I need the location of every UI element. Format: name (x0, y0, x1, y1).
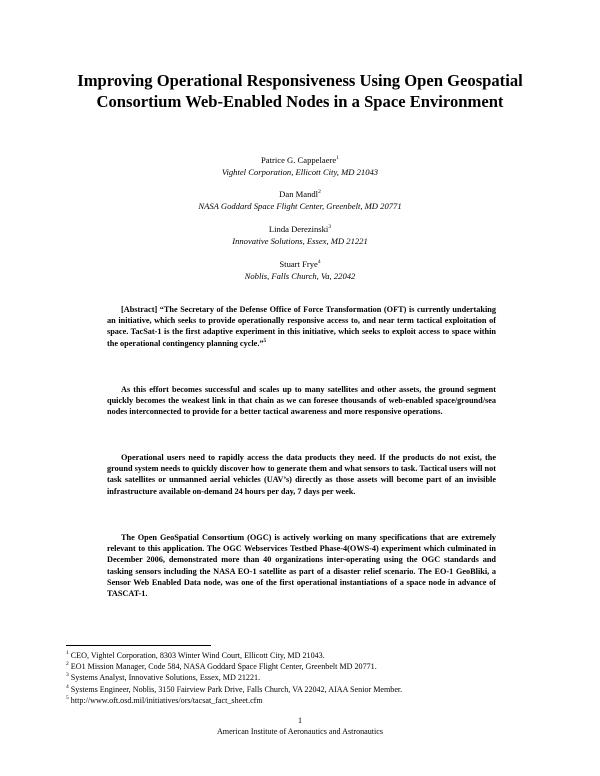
paper-title: Improving Operational Responsiveness Using Open Geospatial Consortium Web-Enabled Nodes in a Space Environment (77, 71, 523, 111)
abstract-text: [Abstract] “The Secretary of the Defense Office of Force Transformation (OFT) is currently undertaking an initiative, which seeks to provide operationally responsive access to, and near term tactical exploitation of space. TacSat-1 is the first adaptive experiment in this initiative, which seeks to exploit access to space within the operational contingency planning cycle.” (107, 305, 496, 348)
footnote-mark: 3 (66, 672, 69, 679)
author-block (60, 188, 540, 212)
abstract-footnote-mark: 5 (263, 337, 267, 344)
author-block (60, 223, 540, 247)
author-name: Dan Mandl (279, 189, 319, 199)
footnote-mark: 4 (66, 683, 69, 690)
footnote-text: Systems Analyst, Innovative Solutions, Essex, MD 21221. (70, 673, 261, 683)
footnote (66, 684, 536, 695)
author-name: Stuart Frye (279, 259, 318, 269)
author-footnote-mark: 3 (328, 224, 332, 230)
footnote-text: http://www.oft.osd.mil/initiatives/ors/tacsat_fact_sheet.cfm (70, 695, 263, 705)
author-name: Patrice G. Cappelaere (261, 155, 337, 165)
publisher-footer: American Institute of Aeronautics and Astronautics (216, 727, 384, 736)
footnote-text: CEO, Vightel Corporation, 8303 Winter Wind Court, Ellicott City, MD 21043. (70, 651, 325, 660)
footnotes (66, 650, 536, 706)
body-paragraph: The Open GeoSpatial Consortium (OGC) is actively working on many specifications that are extremely relevant to this application. The OGC Webservices Testbed Phase-4(OWS-4) experiment which culminated in December 2006, demonstrated more than 40 organizations inter-operating using the OGC standards and tasking sensors including the NASA EO-1 satellite as part of a disaster relief scenario. The EO-1 GeoBliki, a Sensor Web Enabled Data node, was one of the first operational instantiations of a space node in advance of TASCAT-1. (107, 533, 496, 599)
footnote (66, 650, 536, 661)
body-paragraph: Operational users need to rapidly access the data products they need. If the products do not exist, the ground system needs to quickly discover how to generate them and what sensors to task. Tactical users will not task satellites or unmanned aerial vehicles (UAV’s) directly as those assets will become part of an invisible infrastructure available on-demand 24 hours per day, 7 days per week. (107, 453, 496, 496)
footnote (66, 661, 536, 672)
footnote-mark: 1 (66, 650, 69, 656)
footnote-text: Systems Engineer, Noblis, 3150 Fairview Park Drive, Falls Church, VA 22042, AIAA Senior Member. (70, 684, 403, 694)
author-affiliation: Noblis, Falls Church, Va, 22042 (244, 271, 356, 281)
footnote-mark: 5 (66, 694, 69, 701)
author-footnote-mark: 4 (317, 259, 321, 265)
author-affiliation: NASA Goddard Space Flight Center, Greenbelt, MD 20771 (198, 201, 402, 211)
author-affiliation: Vightel Corporation, Ellicott City, MD 21043 (221, 167, 379, 177)
body-paragraph: As this effort becomes successful and scales up to many satellites and other assets, the ground segment quickly becomes the weakest link in that chain as we can foresee thousands of web-enabled space/ground/sea nodes interconnected to provide for a better tactical awareness and more responsive operations. (107, 385, 496, 417)
author-footnote-mark: 2 (318, 189, 321, 195)
footnote (66, 695, 536, 706)
author-block (60, 154, 540, 178)
footnote-text: EO1 Mission Manager, Code 584, NASA Goddard Space Flight Center, Greenbelt MD 20771. (70, 662, 377, 672)
page-number: 1 (297, 716, 303, 725)
author-block (60, 258, 540, 282)
author-name: Linda Derezinski (268, 224, 329, 234)
footnote-separator (66, 645, 211, 646)
footnote-mark: 2 (66, 661, 69, 668)
footnote (66, 672, 536, 683)
author-footnote-mark: 1 (336, 155, 339, 161)
author-affiliation: Innovative Solutions, Essex, MD 21221 (232, 236, 368, 246)
abstract (107, 304, 496, 349)
